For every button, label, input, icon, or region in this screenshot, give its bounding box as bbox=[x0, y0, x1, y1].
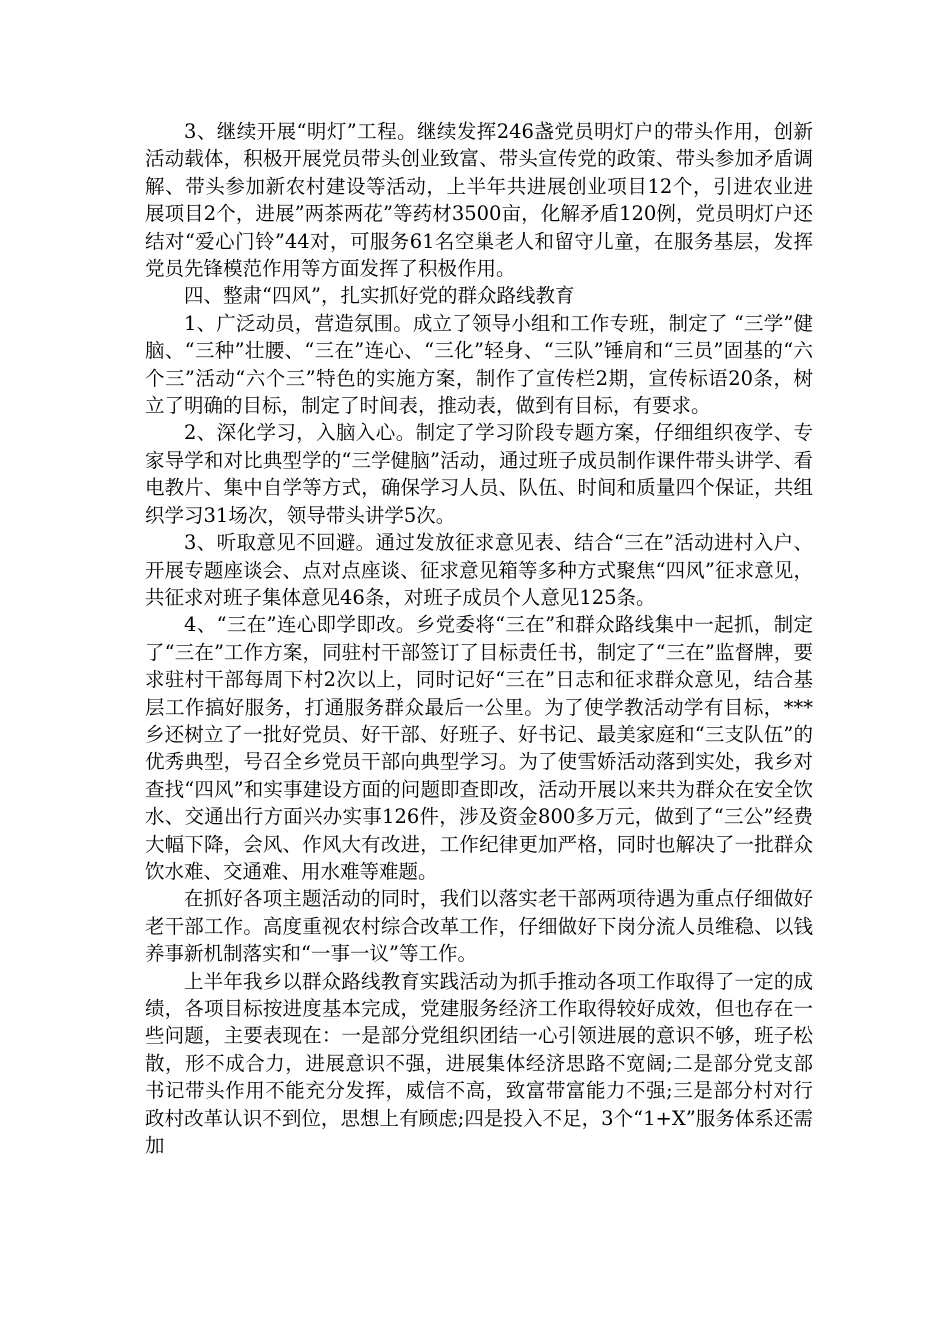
paragraph-half-year-summary: 上半年我乡以群众路线教育实践活动为抓手推动各项工作取得了一定的成绩，各项目标按进度基本完成，党建服务经济工作取得较好成效，但也存在一些问题，主要表现在：一是部分党组织团结一心引领进展的意识不够，班子松散，形不成合力，进展意识不强，进展集体经济思路不宽阔;二是部分党支部书记带头作用不能充分发挥，威信不高，致富带富能力不强;三是部分村对行政村改革认识不到位，思想上有顾虑;四是投入不足，3个“1+X”服务体系还需加 bbox=[145, 969, 813, 1158]
paragraph-veteran-cadres: 在抓好各项主题活动的同时，我们以落实老干部两项待遇为重点仔细做好老干部工作。高度重视农村综合改革工作，仔细做好下岗分流人员维稳、以钱养事新机制落实和“一事一议”等工作。 bbox=[145, 887, 813, 966]
paragraph-deepen-study: 2、深化学习，入脑入心。制定了学习阶段专题方案，仔细组织夜学、专家导学和对比典型学的“三学健脑”活动，通过班子成员制作课件带头讲学、看电教片、集中自学等方式，确保学习人员、队伍、时间和质量四个保证，共组织学习31场次，领导带头讲学5次。 bbox=[145, 421, 813, 527]
paragraph-listen-opinions: 3、听取意见不回避。通过发放征求意见表、结合“三在”活动进村入户、开展专题座谈会、点对点座谈、征求意见箱等多种方式聚焦“四风”征求意见，共征求对班子集体意见46条，对班子成员个人意见125条。 bbox=[145, 531, 813, 609]
section-heading-four-winds: 四、整肃“四风”，扎实抓好党的群众路线教育 bbox=[184, 284, 575, 308]
paragraph-sanzai-connect: 4、“三在”连心即学即改。乡党委将“三在”和群众路线集中一起抓，制定了“三在”工作方案，同驻村干部签订了目标责任书，制定了“三在”监督牌，要求驻村干部每周下村2次以上，同时记好“三在”日志和征求群众意见，结合基层工作搞好服务，打通服务群众最后一公里。为了使学教活动学有目标，***乡还树立了一批好党员、好干部、好班子、好书记、最美家庭和“三支队伍”的优秀典型，号召全乡党员干部向典型学习。为了使雪娇活动落到实处，我乡对查找“四风”和实事建设方面的问题即查即改，活动开展以来共为群众在安全饮水、交通出行方面兴办实事126件，涉及资金800多万元，做到了“三公”经费大幅下降，会风、作风大有改进，工作纪律更加严格，同时也解决了一批群众饮水难、交通难、用水难等难题。 bbox=[145, 613, 813, 883]
paragraph-mingdeng-project: 3、继续开展“明灯”工程。继续发挥246盏党员明灯户的带头作用，创新活动载体，积极开展党员带头创业致富、带头宣传党的政策、带头参加矛盾调解、带头参加新农村建设等活动，上半年共进展创业项目12个，引进农业进展项目2个，进展”两茶两花”等药材3500亩，化解矛盾120例，党员明灯户还结对“爱心门铃”44对，可服务61名空巢老人和留守儿童，在服务基层，发挥党员先锋模范作用等方面发挥了积极作用。 bbox=[145, 120, 813, 281]
document-body bbox=[145, 118, 813, 1159]
paragraph-mobilization: 1、广泛动员，营造氛围。成立了领导小组和工作专班，制定了 “三学”健脑、“三种”壮腰、“三在”连心、“三化”轻身、“三队”锤肩和“三员”固基的“六个三”活动“六个三”特色的实施方案，制作了宣传栏2期，宣传标语20条，树立了明确的目标，制定了时间表，推动表，做到有目标，有要求。 bbox=[145, 311, 813, 418]
